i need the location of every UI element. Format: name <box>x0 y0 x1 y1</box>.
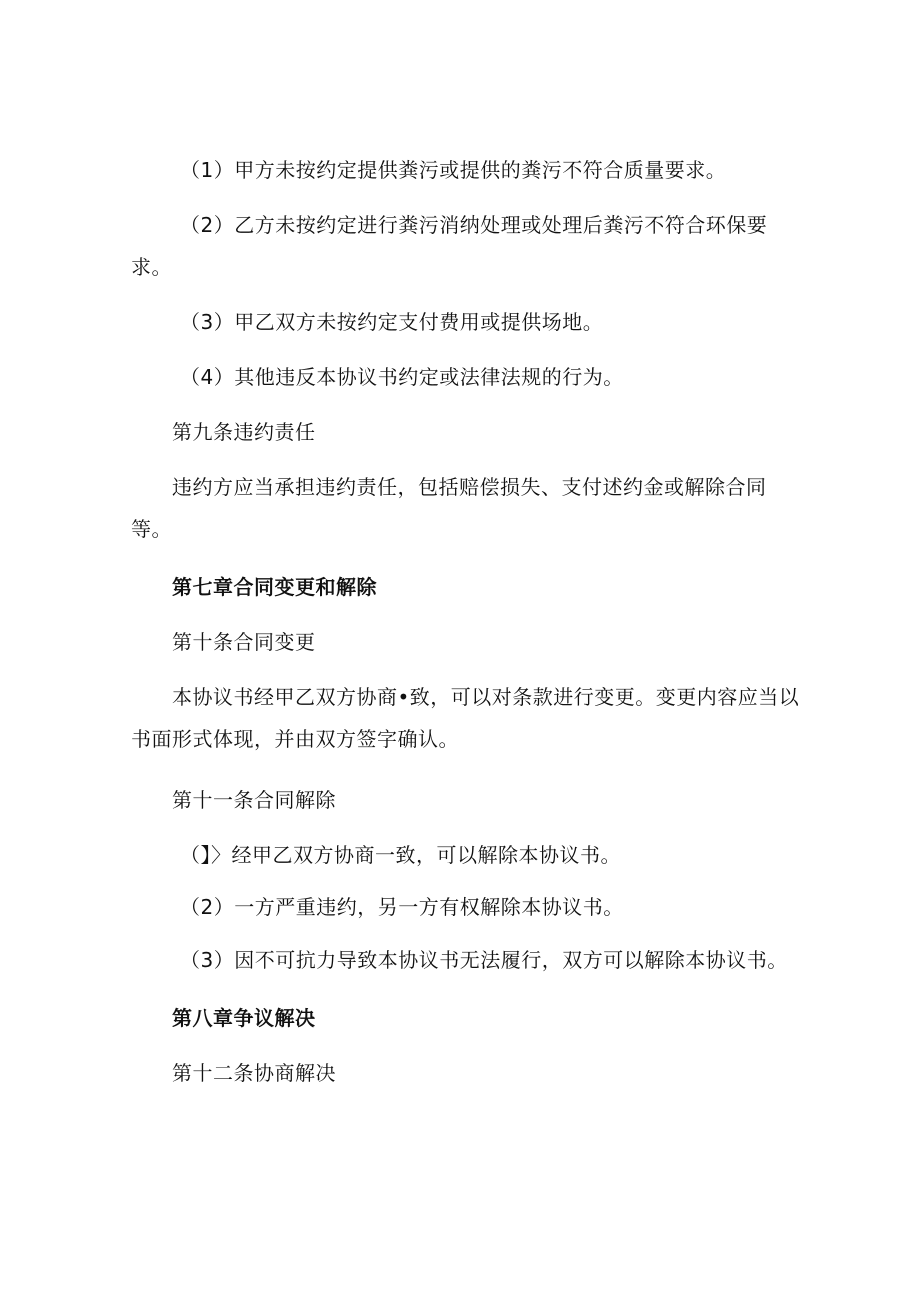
article-10-title: 第十条合同变更 <box>172 630 316 654</box>
article-11-item-3: （3）因不可抗力导致本协议书无法履行，双方可以解除本协议书。 <box>180 948 788 972</box>
clause-8-item-1-line-1: （1）甲方未按约定提供粪污或提供的粪污不符合质量要求。 <box>180 158 727 182</box>
article-10-body-line-1: 本协议书经甲乙双方协商•致，可以对条款进行变更。变更内容应当以 <box>172 685 800 709</box>
clause-8-item-3-line-1: （3）甲乙双方未按约定支付费用或提供场地。 <box>180 310 604 334</box>
article-11-item-1: （】〉经甲乙双方协商一致，可以解除本协议书。 <box>180 843 621 867</box>
clause-8-item-2-line-2: 求。 <box>131 255 172 279</box>
article-11-item-2: （2）一方严重违约，另一方有权解除本协议书。 <box>180 895 624 919</box>
article-12-title: 第十二条协商解决 <box>172 1061 336 1085</box>
article-9-body-line-2: 等。 <box>131 517 172 541</box>
clause-8-item-2-line-1: （2）乙方未按约定进行粪污消纳处理或处理后粪污不符合环保要 <box>180 213 768 237</box>
article-11-title: 第十一条合同解除 <box>172 788 336 812</box>
article-9-title: 第九条违约责任 <box>172 420 316 444</box>
article-9-body-line-1: 违约方应当承担违约责任，包括赔偿损失、支付述约金或解除合同 <box>172 475 767 499</box>
chapter-8-heading: 第八章争议解决 <box>172 1006 316 1030</box>
article-10-body-line-2: 书面形式体现，并由双方签字确认。 <box>131 727 459 751</box>
clause-8-item-4-line-1: （4）其他违反本协议书约定或法律法规的行为。 <box>180 365 624 389</box>
chapter-7-heading: 第七章合同变更和解除 <box>172 575 377 599</box>
